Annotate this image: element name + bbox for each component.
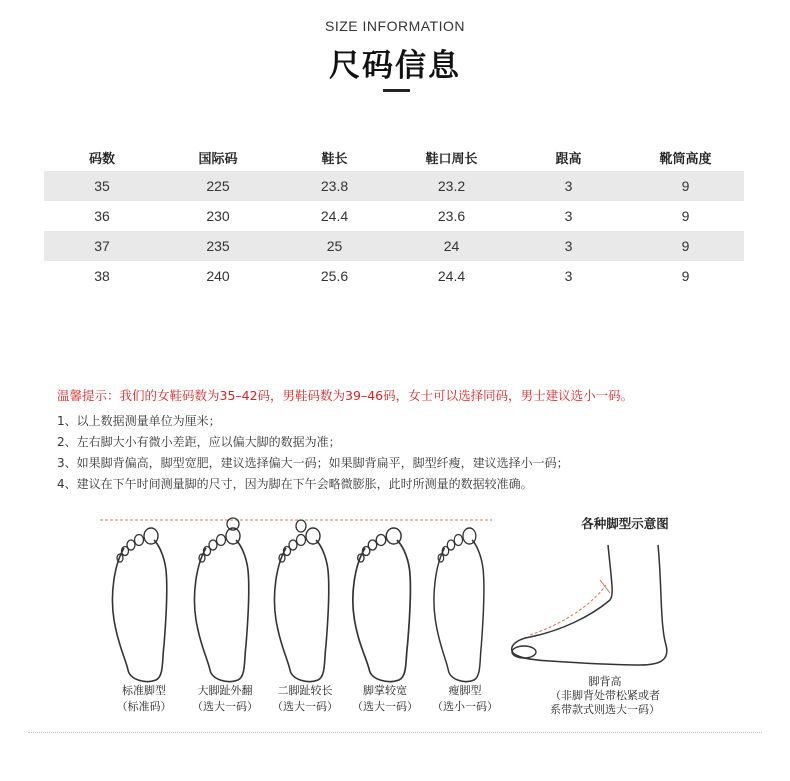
table-cell: 23.8 (276, 171, 393, 201)
foot-type-label (346, 683, 424, 715)
foot-type-label (426, 683, 504, 715)
foot-type-label (108, 683, 180, 715)
table-row (44, 201, 744, 231)
title-underline (383, 89, 410, 92)
foot-long-second-toe-icon (274, 520, 328, 682)
col-header-opening: 鞋口周长 (425, 150, 478, 166)
foot-type-advice: （选大一码） (352, 700, 418, 713)
table-cell: 37 (44, 231, 160, 261)
col-header-heel: 跟高 (555, 150, 582, 166)
side-view-title: 各种脚型示意图 (581, 516, 669, 531)
table-cell: 25.6 (320, 268, 349, 284)
foot-wide-icon (353, 528, 411, 682)
table-row (44, 261, 744, 291)
foot-slim-icon (434, 528, 484, 682)
foot-type-label (266, 683, 344, 715)
table-cell: 225 (160, 171, 276, 201)
col-header-intl-size: 国际码 (198, 150, 238, 166)
col-header-length: 鞋长 (321, 150, 348, 166)
table-cell: 23.6 (437, 208, 466, 224)
bottom-divider (28, 732, 762, 733)
foot-bunion-icon (194, 518, 248, 682)
table-cell: 3 (510, 231, 627, 261)
foot-type-advice: （选小一码） (432, 700, 498, 713)
table-cell: 235 (160, 231, 276, 261)
table-cell: 38 (94, 268, 110, 284)
col-header-shaft: 靴筒高度 (659, 150, 712, 166)
foot-type-name: 二脚趾较长 (277, 684, 333, 697)
warning-text: 温馨提示：我们的女鞋码数为35–42码，男鞋码数为39–46码，女士可以选择同码，男士建议选小一码。 (57, 388, 634, 403)
table-cell: 25 (276, 231, 393, 261)
side-view-label (505, 675, 705, 717)
table-cell: 3 (564, 268, 573, 284)
table-cell: 3 (564, 208, 573, 224)
note-item: 2、左右脚大小有微小差距，应以偏大脚的数据为准； (57, 435, 341, 449)
table-cell: 9 (681, 268, 690, 284)
foot-side-view-icon (512, 545, 667, 665)
page-title: 尺码信息 (329, 48, 461, 84)
note-item: 1、以上数据测量单位为厘米； (57, 414, 221, 428)
table-cell: 240 (206, 268, 230, 284)
foot-type-label (186, 683, 264, 715)
table-cell: 9 (681, 208, 690, 224)
table-cell: 24 (393, 231, 510, 261)
notes-list (57, 411, 757, 495)
foot-type-advice: （选大一码） (192, 700, 258, 713)
table-cell: 9 (627, 171, 744, 201)
section-subtitle: SIZE INFORMATION (325, 18, 465, 34)
table-cell: 23.2 (393, 171, 510, 201)
side-view-label-line: 脚背高 (588, 675, 622, 688)
size-table (44, 143, 744, 291)
foot-type-name: 瘦脚型 (448, 684, 482, 697)
table-cell: 3 (510, 171, 627, 201)
side-view-label-line: 系带款式则选大一码） (550, 703, 660, 716)
foot-standard-icon (112, 528, 166, 682)
foot-type-advice: （选大一码） (272, 700, 338, 713)
table-cell: 230 (206, 208, 230, 224)
table-cell: 9 (627, 231, 744, 261)
table-cell: 24.4 (437, 268, 466, 284)
table-cell: 35 (44, 171, 160, 201)
foot-type-name: 标准脚型 (122, 684, 166, 697)
table-row (44, 171, 744, 201)
table-header-row (44, 143, 744, 171)
foot-type-name: 大脚趾外翻 (197, 684, 253, 697)
note-item: 4、建议在下午时间测量脚的尺寸，因为脚在下午会略微膨胀，此时所测量的数据较准确。 (57, 477, 533, 491)
foot-type-name: 脚掌较宽 (363, 684, 407, 697)
table-cell: 36 (94, 208, 110, 224)
foot-type-advice: （标准码） (116, 700, 172, 713)
table-cell: 24.4 (320, 208, 349, 224)
col-header-size: 码数 (88, 150, 115, 166)
note-item: 3、如果脚背偏高，脚型宽肥，建议选择偏大一码；如果脚背扁平，脚型纤瘦，建议选择小一码； (57, 456, 569, 470)
side-view-label-line: （非脚背处带松紧或者 (550, 689, 660, 702)
table-row (44, 231, 744, 261)
